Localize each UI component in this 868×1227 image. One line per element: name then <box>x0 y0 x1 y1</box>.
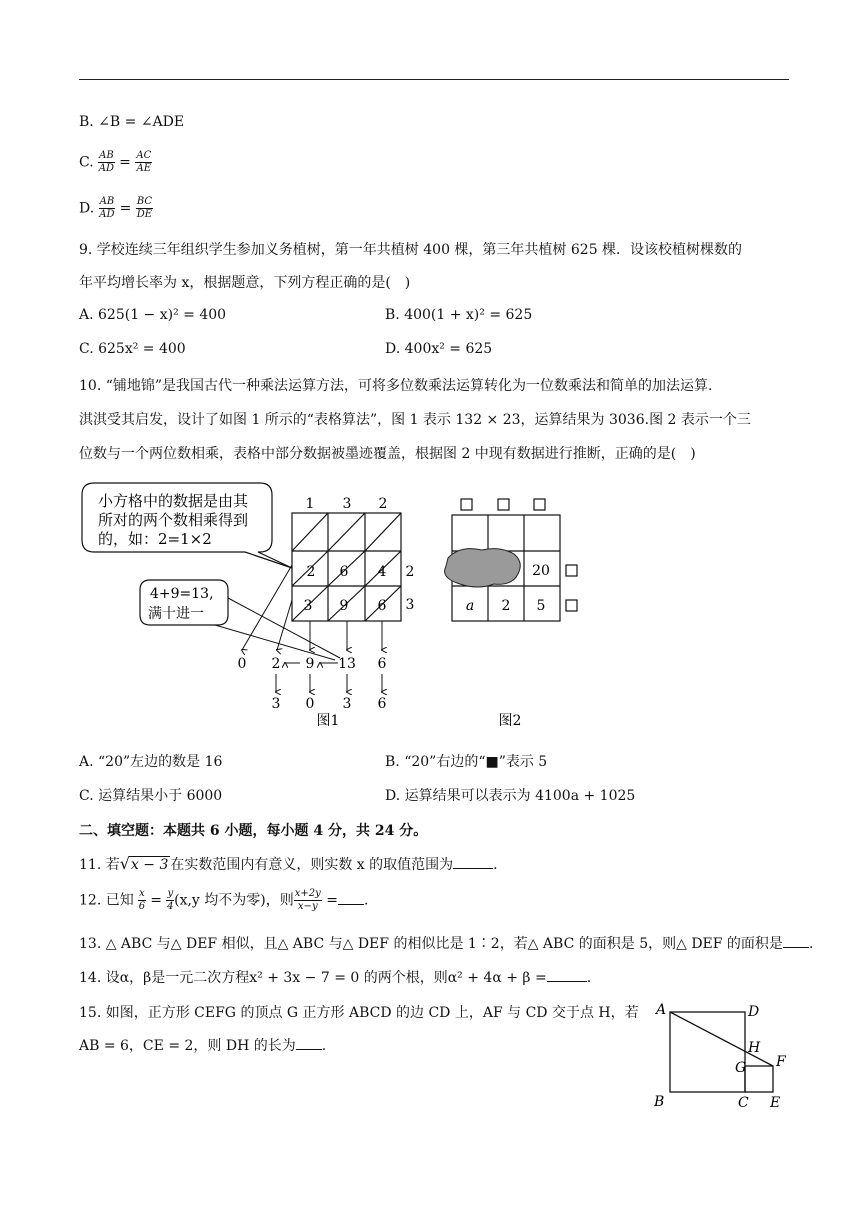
fig1-result: 6 <box>377 696 387 712</box>
label-b: B <box>654 1094 665 1110</box>
q9-line2: 年平均增长率为 x，根据题意，下列方程正确的是( ) <box>79 275 411 291</box>
fig1-cell: 6 <box>377 598 387 614</box>
q8-option-d: D. $\frac{AB}{AD}$ = $\frac{BC}{DE}$ <box>79 196 153 220</box>
fig1-sum: 2 <box>271 656 281 672</box>
fig2-cell: 5 <box>536 598 546 614</box>
ink-blot <box>445 549 521 587</box>
fig2-box <box>498 499 509 510</box>
callout-2-line1: 4+9=13, <box>150 586 214 602</box>
label-a: A <box>656 1002 667 1018</box>
fig1-sum: 13 <box>338 656 356 672</box>
q9-option-d: D. 400x² = 625 <box>385 341 493 357</box>
fig2-box <box>566 600 577 611</box>
q10-option-b: B. “20”右边的“■”表示 5 <box>385 754 548 770</box>
fig1-cell: 9 <box>339 598 349 614</box>
label-h: H <box>748 1040 761 1056</box>
q10-line1: 10. “铺地锦”是我国古代一种乘法运算方法，可将多位数乘法运算转化为一位数乘法和简单的加法运算. <box>79 378 713 394</box>
q14: 14. 设α，β是一元二次方程x² + 3x − 7 = 0 的两个根，则α² + 4α + β = . <box>79 970 592 986</box>
fig1-result: 3 <box>342 696 352 712</box>
fig2-box <box>566 565 577 576</box>
header-rule <box>79 79 789 80</box>
fig1-caption: 图1 <box>316 713 340 729</box>
q12: 12. 已知 $\frac{x}{6}$ = $\frac{y}{4}$ (x,y 均不为零)，则 $\frac{x+2y}{x-y}$ = . <box>79 888 369 912</box>
fig1-cell: 4 <box>377 564 387 580</box>
label-d: D <box>748 1004 760 1020</box>
fig1-cell: 2 <box>306 564 316 580</box>
fig1-result: 3 <box>271 696 281 712</box>
section-2-heading: 二、填空题：本题共 6 小题，每小题 4 分，共 24 分。 <box>79 823 428 839</box>
fig1-sum: 6 <box>377 656 387 672</box>
q8-option-c: C. $\frac{AB}{AD}$ = $\frac{AC}{AE}$ <box>79 150 152 174</box>
fig1-sum: 9 <box>305 656 315 672</box>
callout-1-line1: 小方格中的数据是由其 <box>98 492 249 510</box>
fig1-right-2: 3 <box>405 597 415 613</box>
fig1-right-1: 2 <box>405 564 415 580</box>
fig2-cell-20: 20 <box>532 563 550 579</box>
q13: 13. △ ABC 与△ DEF 相似，且△ ABC 与△ DEF 的相似比是 1∶2，若△ ABC 的面积是 5，则△ DEF 的面积是 . <box>79 936 814 952</box>
q9-option-c: C. 625x² = 400 <box>79 341 186 357</box>
callout-2-line2: 满十进一 <box>148 606 204 622</box>
fig1-cell: 6 <box>339 564 349 580</box>
callout-1-line2: 所对的两个数相乘得到 <box>98 511 249 529</box>
fig2-cell-a: a <box>465 598 475 614</box>
q15-line2: AB = 6，CE = 2，则 DH 的长为 . <box>79 1038 327 1054</box>
fig1-cell: 3 <box>303 598 313 614</box>
q9-option-b: B. 400(1 + x)² = 625 <box>385 307 533 323</box>
q10-option-d: D. 运算结果可以表示为 4100a + 1025 <box>385 788 636 804</box>
fig2-caption: 图2 <box>498 713 522 729</box>
q11: 11. 若√x − 3 在实数范围内有意义，则实数 x 的取值范围为 . <box>79 854 498 873</box>
fig1-top-3: 2 <box>378 496 388 512</box>
figure-1-and-2 <box>0 470 868 740</box>
label-e: E <box>770 1095 781 1111</box>
q10-option-c: C. 运算结果小于 6000 <box>79 788 223 804</box>
q15-line1: 15. 如图，正方形 CEFG 的顶点 G 正方形 ABCD 的边 CD 上，AF 与 CD 交于点 H，若 <box>79 1005 639 1021</box>
fig2-box <box>534 499 545 510</box>
callout-1-line3: 的，如：2=1×2 <box>98 530 212 548</box>
q9-line1: 9. 学校连续三年组织学生参加义务植树，第一年共植树 400 棵，第三年共植树 625 棵．设该校植树棵数的 <box>79 242 743 258</box>
fig1-top-1: 1 <box>305 496 315 512</box>
label-f: F <box>776 1054 786 1070</box>
fig2-cell: 2 <box>501 598 511 614</box>
fig1-sum: 0 <box>237 656 247 672</box>
q8-option-b: B. ∠B = ∠ADE <box>79 114 185 130</box>
fig2-box <box>461 499 472 510</box>
q10-option-a: A. “20”左边的数是 16 <box>79 754 223 770</box>
q10-line3: 位数与一个两位数相乘，表格中部分数据被墨迹覆盖，根据图 2 中现有数据进行推断，正确的是( ) <box>79 446 696 462</box>
fig1-result: 0 <box>305 696 315 712</box>
label-c: C <box>738 1095 749 1111</box>
figure-q15 <box>648 996 793 1116</box>
q9-option-a: A. 625(1 − x)² = 400 <box>79 307 227 323</box>
fig1-top-2: 3 <box>342 496 352 512</box>
label-g: G <box>735 1060 747 1076</box>
q10-line2: 淇淇受其启发，设计了如图 1 所示的“表格算法”，图 1 表示 132 × 23，运算结果为 3036.图 2 表示一个三 <box>79 412 751 428</box>
